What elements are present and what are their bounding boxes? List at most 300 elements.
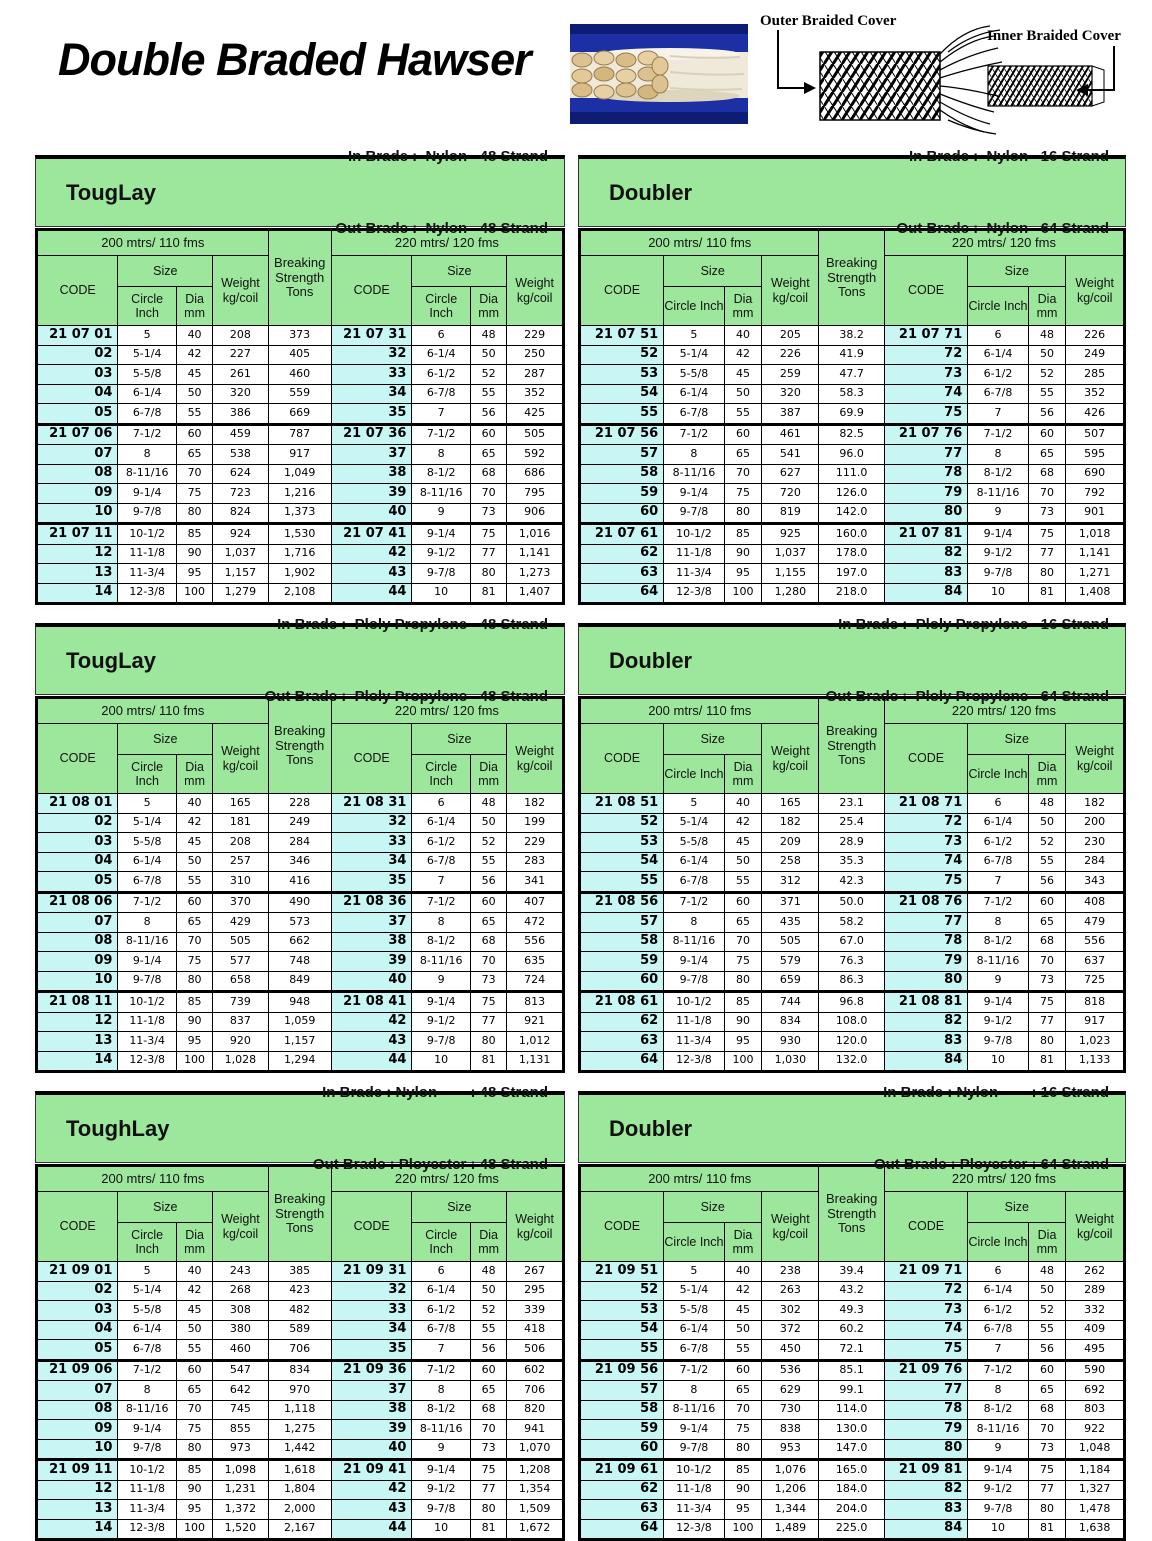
breaking-strength-cell: 405 (268, 345, 331, 365)
circle-inch-cell: 8-1/2 (412, 464, 470, 484)
circle-inch-cell: 7-1/2 (968, 892, 1028, 913)
weight-cell: 461 (762, 424, 819, 445)
circle-inch-header: Circle Inch (118, 1223, 176, 1262)
code-cell: 08 (37, 932, 118, 952)
weight-cell: 418 (507, 1320, 564, 1340)
weight-cell: 285 (1066, 365, 1125, 385)
circle-inch-header: Circle Inch (118, 287, 176, 326)
code-cell: 53 (580, 833, 664, 853)
dia-mm-cell: 68 (470, 464, 506, 484)
code-cell: 09 (37, 1420, 118, 1440)
code-cell: 62 (580, 544, 664, 564)
circle-inch-cell: 8-11/16 (664, 1400, 724, 1420)
dia-mm-cell: 60 (1028, 424, 1066, 445)
circle-inch-cell: 6-7/8 (118, 872, 176, 893)
breaking-strength-cell: 42.3 (819, 872, 884, 893)
weight-cell: 1,131 (507, 1051, 564, 1072)
weight-cell: 226 (1066, 326, 1125, 346)
dia-mm-cell: 90 (724, 544, 762, 564)
dia-mm-cell: 85 (176, 1460, 212, 1481)
circle-inch-cell: 9-1/4 (412, 524, 470, 545)
breaking-strength-header: Breaking Strength Tons (819, 230, 884, 326)
dia-mm-cell: 100 (176, 583, 212, 604)
breaking-strength-cell: 228 (268, 794, 331, 814)
code-cell: 74 (884, 852, 967, 872)
dia-mm-cell: 75 (724, 952, 762, 972)
dia-mm-cell: 100 (176, 1051, 212, 1072)
code-cell: 54 (580, 852, 664, 872)
weight-cell: 922 (1066, 1420, 1125, 1440)
dia-mm-cell: 75 (470, 992, 506, 1013)
weight-cell: 259 (762, 365, 819, 385)
size-header: Size (118, 724, 213, 755)
code-header: CODE (580, 1192, 664, 1262)
circle-inch-cell: 8 (968, 1381, 1028, 1401)
dia-mm-header: Dia mm (1028, 287, 1066, 326)
weight-cell: 627 (762, 464, 819, 484)
dia-mm-cell: 75 (1028, 1460, 1066, 1481)
size-header: Size (664, 1192, 762, 1223)
code-cell: 60 (580, 503, 664, 524)
breaking-strength-header: Breaking Strength Tons (819, 698, 884, 794)
circle-inch-cell: 11-3/4 (118, 564, 176, 584)
dia-mm-cell: 81 (1028, 1051, 1066, 1072)
dia-mm-cell: 65 (1028, 445, 1066, 465)
weight-cell: 536 (762, 1360, 819, 1381)
dia-mm-cell: 65 (1028, 1381, 1066, 1401)
table-row (580, 971, 1125, 992)
weight-cell: 818 (1066, 992, 1125, 1013)
weight-cell: 1,478 (1066, 1500, 1125, 1520)
code-cell: 38 (331, 464, 412, 484)
code-cell: 42 (331, 1012, 412, 1032)
code-cell: 72 (884, 345, 967, 365)
code-cell: 21 07 31 (331, 326, 412, 346)
table-title-bar (35, 147, 565, 237)
weight-cell: 624 (213, 464, 268, 484)
dia-mm-cell: 48 (1028, 326, 1066, 346)
weight-cell: 917 (1066, 1012, 1125, 1032)
breaking-strength-cell: 460 (268, 365, 331, 385)
circle-inch-cell: 8-1/2 (412, 932, 470, 952)
dia-mm-cell: 80 (1028, 1500, 1066, 1520)
dia-mm-cell: 42 (176, 1281, 212, 1301)
code-cell: 59 (580, 952, 664, 972)
circle-inch-cell: 6-1/2 (412, 833, 470, 853)
table-row (580, 1400, 1125, 1420)
circle-inch-cell: 9-1/4 (968, 524, 1028, 545)
weight-cell: 370 (213, 892, 268, 913)
weight-cell: 739 (213, 992, 268, 1013)
dia-mm-cell: 56 (470, 404, 506, 425)
braid-spec (896, 97, 1125, 289)
code-cell: 58 (580, 1400, 664, 1420)
code-cell: 08 (37, 1400, 118, 1420)
circle-inch-cell: 11-1/8 (118, 1480, 176, 1500)
code-cell: 44 (331, 583, 412, 604)
circle-inch-cell: 10-1/2 (664, 524, 724, 545)
circle-inch-cell: 6-7/8 (412, 1320, 470, 1340)
breaking-strength-cell: 43.2 (819, 1281, 884, 1301)
code-cell: 72 (884, 1281, 967, 1301)
circle-inch-cell: 7-1/2 (968, 1360, 1028, 1381)
code-cell: 21 07 06 (37, 424, 118, 445)
code-cell: 21 09 41 (331, 1460, 412, 1481)
circle-inch-header: Circle Inch (664, 287, 724, 326)
weight-cell: 250 (507, 345, 564, 365)
dia-mm-cell: 55 (1028, 1320, 1066, 1340)
circle-inch-cell: 9-1/2 (412, 1012, 470, 1032)
size-header: Size (968, 256, 1066, 287)
dia-mm-cell: 77 (470, 1012, 506, 1032)
breaking-strength-cell: 1,049 (268, 464, 331, 484)
code-cell: 82 (884, 1480, 967, 1500)
table-row (37, 813, 564, 833)
breaking-strength-cell: 160.0 (819, 524, 884, 545)
weight-cell: 341 (507, 872, 564, 893)
dia-mm-cell: 60 (470, 892, 506, 913)
circle-inch-cell: 8-11/16 (118, 1400, 176, 1420)
weight-cell: 372 (762, 1320, 819, 1340)
code-cell: 53 (580, 1301, 664, 1321)
circle-inch-cell: 9 (968, 1439, 1028, 1460)
code-cell: 21 07 76 (884, 424, 967, 445)
length-header-220: 220 mtrs/ 120 fms (884, 698, 1124, 724)
table-row (37, 484, 564, 504)
circle-inch-cell: 9-1/4 (664, 952, 724, 972)
code-cell: 33 (331, 365, 412, 385)
circle-inch-cell: 6 (412, 326, 470, 346)
code-header: CODE (580, 724, 664, 794)
dia-mm-cell: 95 (176, 1500, 212, 1520)
code-cell: 21 08 31 (331, 794, 412, 814)
dia-mm-cell: 70 (724, 932, 762, 952)
weight-cell: 745 (213, 1400, 268, 1420)
code-cell: 21 08 61 (580, 992, 664, 1013)
code-header: CODE (884, 256, 967, 326)
table-row (580, 424, 1125, 445)
dia-mm-cell: 50 (470, 345, 506, 365)
code-cell: 44 (331, 1519, 412, 1540)
weight-cell: 820 (507, 1400, 564, 1420)
dia-mm-cell: 100 (724, 583, 762, 604)
circle-inch-cell: 5-5/8 (664, 365, 724, 385)
weight-cell: 941 (507, 1420, 564, 1440)
weight-cell: 953 (762, 1439, 819, 1460)
circle-inch-cell: 9-1/4 (412, 1460, 470, 1481)
code-cell: 35 (331, 1340, 412, 1361)
weight-cell: 906 (507, 503, 564, 524)
table-row (580, 872, 1125, 893)
code-cell: 38 (331, 1400, 412, 1420)
code-cell: 10 (37, 1439, 118, 1460)
weight-cell: 182 (507, 794, 564, 814)
breaking-strength-cell: 67.0 (819, 932, 884, 952)
table-row (580, 1500, 1125, 1520)
length-header-200: 200 mtrs/ 110 fms (37, 1166, 269, 1192)
dia-mm-cell: 70 (470, 484, 506, 504)
weight-cell: 289 (1066, 1281, 1125, 1301)
circle-inch-cell: 6 (412, 1262, 470, 1282)
code-cell: 62 (580, 1480, 664, 1500)
code-cell: 05 (37, 1340, 118, 1361)
breaking-strength-cell: 85.1 (819, 1360, 884, 1381)
breaking-strength-cell: 490 (268, 892, 331, 913)
circle-inch-cell: 6-1/4 (968, 345, 1028, 365)
circle-inch-cell: 6-7/8 (968, 384, 1028, 404)
weight-cell: 1,520 (213, 1519, 268, 1540)
weight-cell: 302 (762, 1301, 819, 1321)
dia-mm-header: Dia mm (1028, 1223, 1066, 1262)
code-cell: 64 (580, 1519, 664, 1540)
code-cell: 09 (37, 484, 118, 504)
weight-cell: 642 (213, 1381, 268, 1401)
breaking-strength-cell: 50.0 (819, 892, 884, 913)
outer-braided-cover-label: Outer Braided Cover (760, 13, 897, 29)
circle-inch-cell: 6 (968, 326, 1028, 346)
dia-mm-cell: 80 (470, 1032, 506, 1052)
breaking-strength-cell: 142.0 (819, 503, 884, 524)
code-cell: 21 08 81 (884, 992, 967, 1013)
circle-inch-cell: 5-5/8 (118, 365, 176, 385)
dia-mm-cell: 65 (176, 445, 212, 465)
weight-cell: 1,372 (213, 1500, 268, 1520)
circle-inch-cell: 5-1/4 (664, 813, 724, 833)
dia-mm-cell: 68 (470, 932, 506, 952)
dia-mm-cell: 42 (724, 1281, 762, 1301)
code-cell: 79 (884, 952, 967, 972)
weight-cell: 339 (507, 1301, 564, 1321)
dia-mm-cell: 50 (470, 1281, 506, 1301)
code-cell: 43 (331, 1032, 412, 1052)
weight-cell: 460 (213, 1340, 268, 1361)
code-cell: 21 07 71 (884, 326, 967, 346)
breaking-strength-cell: 1,618 (268, 1460, 331, 1481)
table-row (37, 1262, 564, 1282)
product-name: TougLay (66, 647, 157, 673)
table-row (580, 833, 1125, 853)
circle-inch-cell: 11-3/4 (118, 1032, 176, 1052)
length-header-220: 220 mtrs/ 120 fms (331, 230, 563, 256)
circle-inch-cell: 8 (118, 1381, 176, 1401)
circle-inch-cell: 8-11/16 (664, 464, 724, 484)
code-cell: 57 (580, 1381, 664, 1401)
breaking-strength-cell: 58.2 (819, 913, 884, 933)
circle-inch-cell: 7-1/2 (968, 424, 1028, 445)
dia-mm-header: Dia mm (724, 1223, 762, 1262)
weight-cell: 1,408 (1066, 583, 1125, 604)
dia-mm-cell: 40 (176, 326, 212, 346)
circle-inch-cell: 6-1/4 (412, 1281, 470, 1301)
code-cell: 32 (331, 1281, 412, 1301)
circle-inch-cell: 10-1/2 (118, 524, 176, 545)
dia-mm-cell: 60 (176, 1360, 212, 1381)
table-title-bar (578, 147, 1126, 237)
table-row (37, 1500, 564, 1520)
circle-inch-cell: 6 (412, 794, 470, 814)
code-cell: 21 09 51 (580, 1262, 664, 1282)
dia-mm-cell: 80 (176, 1439, 212, 1460)
table-row (37, 952, 564, 972)
weight-cell: 507 (1066, 424, 1125, 445)
weight-cell: 547 (213, 1360, 268, 1381)
dia-mm-cell: 85 (724, 524, 762, 545)
weight-cell: 725 (1066, 971, 1125, 992)
weight-cell: 199 (507, 813, 564, 833)
table-title-bar (578, 1083, 1126, 1173)
circle-inch-cell: 6-1/4 (968, 813, 1028, 833)
breaking-strength-cell: 58.3 (819, 384, 884, 404)
dia-mm-cell: 77 (1028, 1480, 1066, 1500)
dia-mm-cell: 100 (724, 1051, 762, 1072)
code-cell: 39 (331, 952, 412, 972)
in-brade-line: In Brade : Nylon 16 Strand (908, 147, 1109, 165)
weight-cell: 208 (213, 326, 268, 346)
table-row (37, 794, 564, 814)
breaking-strength-cell: 204.0 (819, 1500, 884, 1520)
code-cell: 09 (37, 952, 118, 972)
breaking-strength-cell: 60.2 (819, 1320, 884, 1340)
weight-cell: 387 (762, 404, 819, 425)
dia-mm-cell: 70 (176, 464, 212, 484)
in-brade-line: In Brade : Nylon : 48 Strand (322, 1083, 548, 1101)
circle-inch-cell: 6-7/8 (664, 404, 724, 425)
breaking-strength-cell: 970 (268, 1381, 331, 1401)
dia-mm-cell: 52 (470, 833, 506, 853)
code-cell: 34 (331, 384, 412, 404)
weight-cell: 238 (762, 1262, 819, 1282)
dia-mm-cell: 70 (1028, 484, 1066, 504)
weight-cell: 472 (507, 913, 564, 933)
code-header: CODE (37, 724, 118, 794)
code-cell: 37 (331, 913, 412, 933)
dia-mm-cell: 100 (176, 1519, 212, 1540)
code-cell: 60 (580, 1439, 664, 1460)
code-cell: 35 (331, 404, 412, 425)
dia-mm-cell: 80 (724, 503, 762, 524)
circle-inch-header: Circle Inch (664, 1223, 724, 1262)
weight-cell: 310 (213, 872, 268, 893)
dia-mm-cell: 60 (470, 424, 506, 445)
weight-cell: 837 (213, 1012, 268, 1032)
dia-mm-cell: 95 (176, 1032, 212, 1052)
circle-inch-cell: 7-1/2 (664, 1360, 724, 1381)
code-cell: 33 (331, 1301, 412, 1321)
code-cell: 55 (580, 404, 664, 425)
weight-cell: 803 (1066, 1400, 1125, 1420)
circle-inch-cell: 12-3/8 (118, 1519, 176, 1540)
circle-inch-cell: 8-1/2 (968, 464, 1028, 484)
dia-mm-cell: 45 (176, 833, 212, 853)
dia-mm-cell: 90 (724, 1012, 762, 1032)
table-row (37, 524, 564, 545)
dia-mm-cell: 100 (724, 1519, 762, 1540)
weight-cell: 320 (213, 384, 268, 404)
code-cell: 63 (580, 564, 664, 584)
weight-cell: 227 (213, 345, 268, 365)
breaking-strength-cell: 2,000 (268, 1500, 331, 1520)
circle-inch-cell: 6-1/4 (412, 813, 470, 833)
circle-inch-cell: 6-7/8 (968, 1320, 1028, 1340)
dia-mm-header: Dia mm (176, 287, 212, 326)
dia-mm-cell: 40 (724, 794, 762, 814)
code-cell: 04 (37, 384, 118, 404)
weight-cell: 1,157 (213, 564, 268, 584)
weight-cell: 590 (1066, 1360, 1125, 1381)
breaking-strength-cell: 225.0 (819, 1519, 884, 1540)
circle-inch-cell: 8 (118, 445, 176, 465)
weight-cell: 182 (762, 813, 819, 833)
code-cell: 82 (884, 1012, 967, 1032)
dia-mm-cell: 75 (176, 484, 212, 504)
dia-mm-cell: 48 (1028, 1262, 1066, 1282)
weight-cell: 1,354 (507, 1480, 564, 1500)
out-brade-line: Out Brade : Nylon 64 Strand (896, 219, 1109, 237)
circle-inch-cell: 5 (664, 1262, 724, 1282)
weight-header: Weight kg/coil (762, 1192, 819, 1262)
weight-cell: 556 (507, 932, 564, 952)
size-header: Size (968, 1192, 1066, 1223)
dia-mm-cell: 50 (470, 813, 506, 833)
breaking-strength-cell: 47.7 (819, 365, 884, 385)
circle-inch-cell: 8 (664, 1381, 724, 1401)
table-row (580, 1519, 1125, 1540)
weight-cell: 577 (213, 952, 268, 972)
weight-cell: 1,028 (213, 1051, 268, 1072)
dia-mm-cell: 68 (1028, 464, 1066, 484)
weight-cell: 1,206 (762, 1480, 819, 1500)
dia-mm-cell: 77 (1028, 1012, 1066, 1032)
table-row (580, 484, 1125, 504)
breaking-strength-cell: 482 (268, 1301, 331, 1321)
code-cell: 21 09 06 (37, 1360, 118, 1381)
in-brade-line: In Brade : Ploly Propylene 48 Strand (277, 615, 548, 633)
circle-inch-cell: 9-7/8 (412, 1032, 470, 1052)
breaking-strength-cell: 787 (268, 424, 331, 445)
code-cell: 58 (580, 932, 664, 952)
code-cell: 13 (37, 1032, 118, 1052)
dia-mm-cell: 90 (176, 1480, 212, 1500)
dia-mm-cell: 45 (724, 833, 762, 853)
weight-cell: 226 (762, 345, 819, 365)
circle-inch-header: Circle Inch (412, 755, 470, 794)
dia-mm-cell: 52 (470, 365, 506, 385)
table-row (37, 1301, 564, 1321)
weight-cell: 284 (1066, 852, 1125, 872)
circle-inch-cell: 6-1/4 (412, 345, 470, 365)
dia-mm-cell: 73 (470, 503, 506, 524)
circle-inch-cell: 6-7/8 (412, 384, 470, 404)
code-cell: 40 (331, 503, 412, 524)
dia-mm-cell: 45 (176, 1301, 212, 1321)
circle-inch-cell: 11-3/4 (118, 1500, 176, 1520)
circle-inch-header: Circle Inch (412, 287, 470, 326)
dia-mm-cell: 75 (470, 524, 506, 545)
weight-cell: 181 (213, 813, 268, 833)
table-row (37, 992, 564, 1013)
circle-inch-cell: 5-1/4 (664, 345, 724, 365)
code-cell: 37 (331, 445, 412, 465)
circle-inch-cell: 8-11/16 (118, 464, 176, 484)
code-cell: 21 07 81 (884, 524, 967, 545)
weight-cell: 283 (507, 852, 564, 872)
code-header: CODE (884, 1192, 967, 1262)
code-cell: 80 (884, 1439, 967, 1460)
circle-inch-cell: 8-1/2 (412, 1400, 470, 1420)
table-row (580, 365, 1125, 385)
product-name: Doubler (609, 179, 693, 205)
weight-cell: 243 (213, 1262, 268, 1282)
